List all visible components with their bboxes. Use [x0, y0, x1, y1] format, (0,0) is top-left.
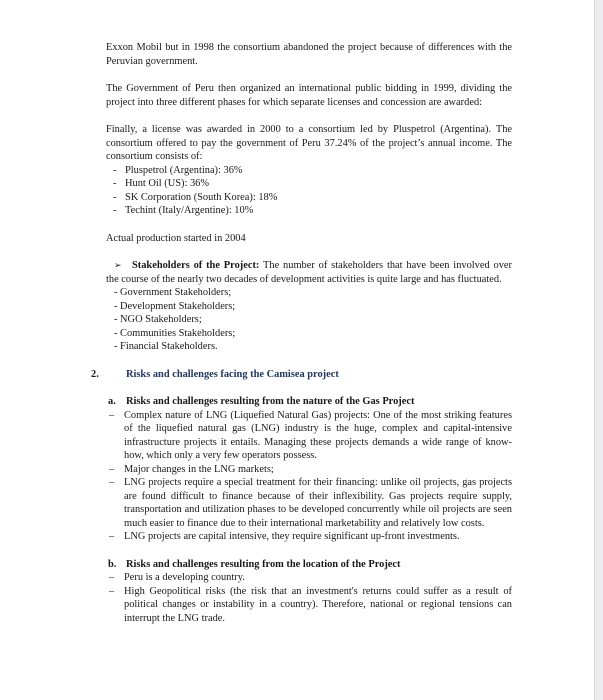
page-content [91, 41, 512, 625]
arrow-bullet-icon: ➢ [114, 260, 122, 270]
subsection-b-heading [106, 558, 512, 572]
list-item: – LNG projects require a special treatment for their financing: unlike oil projects, gas projects are found difficult to finance because of their inflexibility. Gas projects require supply, transportation and utilization phases to be developed concurrently while oil projects are seen much easier to finance due to their international marketability and relatively low costs. [109, 476, 512, 530]
subsection-title: Risks and challenges resulting from the location of the Project [126, 558, 401, 570]
subsection-letter: b. [108, 558, 117, 570]
list-item: – Major changes in the LNG markets; [109, 463, 512, 477]
subsection-a-heading [106, 395, 512, 409]
paragraph-exxon: Exxon Mobil but in 1998 the consortium abandoned the project because of differences with the Peruvian government. [106, 42, 512, 67]
paragraph-production: Actual production started in 2004 [106, 232, 246, 244]
list-item: – LNG projects are capital intensive, they require significant up-front investments. [109, 530, 512, 544]
list-item: - Development Stakeholders; [114, 300, 236, 312]
subsection-letter: a. [108, 396, 116, 407]
risks-location-list [106, 571, 512, 625]
list-item: – Complex nature of LNG (Liquefied Natural Gas) projects: One of the most striking features of the liquefied natural gas (LNG) industry is the huge, complex and capital-intensive infrastructure projects it entails. Managing these projects demands a wide range of know-how, which only a very few operators possess. [109, 409, 512, 463]
paragraph-bidding: The Government of Peru then organized an international public bidding in 1999, dividing the project into three different phases for which separate licenses and concession are awarded: [106, 83, 512, 108]
stakeholders-label: Stakeholders of the Project: [132, 260, 260, 271]
risks-nature-list [106, 409, 512, 544]
list-item: - Communities Stakeholders; [114, 327, 236, 339]
viewer-scroll-edge [595, 0, 603, 700]
paragraph-license: Finally, a license was awarded in 2000 to a consortium led by Pluspetrol (Argentina). The consortium offered to pay the government of Peru 37.24% of the project’s annual income. The consortium consists of: [106, 124, 512, 162]
section-number: 2. [91, 368, 99, 380]
stakeholders-paragraph [106, 259, 512, 286]
consortium-list [106, 164, 512, 218]
list-item: - Techint (Italy/Argentine): 10% [113, 204, 512, 218]
section-heading [91, 368, 512, 382]
stakeholders-list [106, 286, 512, 354]
list-item: - Pluspetrol (Argentina): 36% [113, 164, 512, 178]
stakeholders-text: The number of stakeholders that have been involved over the course of the nearly two decades of development activities is quite large and has fluctuated. [106, 260, 512, 285]
list-item: - Government Stakeholders; [114, 287, 232, 298]
list-item: - Hunt Oil (US): 36% [113, 177, 512, 191]
subsection-title: Risks and challenges resulting from the nature of the Gas Project [126, 396, 415, 407]
list-item: - Financial Stakeholders. [114, 341, 218, 352]
list-item: – Peru is a developing country. [109, 571, 512, 585]
section-title: Risks and challenges facing the Camisea project [126, 368, 339, 380]
list-item: - NGO Stakeholders; [114, 314, 202, 325]
list-item: - SK Corporation (South Korea): 18% [113, 191, 512, 205]
list-item: – High Geopolitical risks (the risk that an investment's returns could suffer as a result of political changes or instability in a country). Therefore, national or regional tensions can interrupt the LNG trade. [109, 585, 512, 626]
